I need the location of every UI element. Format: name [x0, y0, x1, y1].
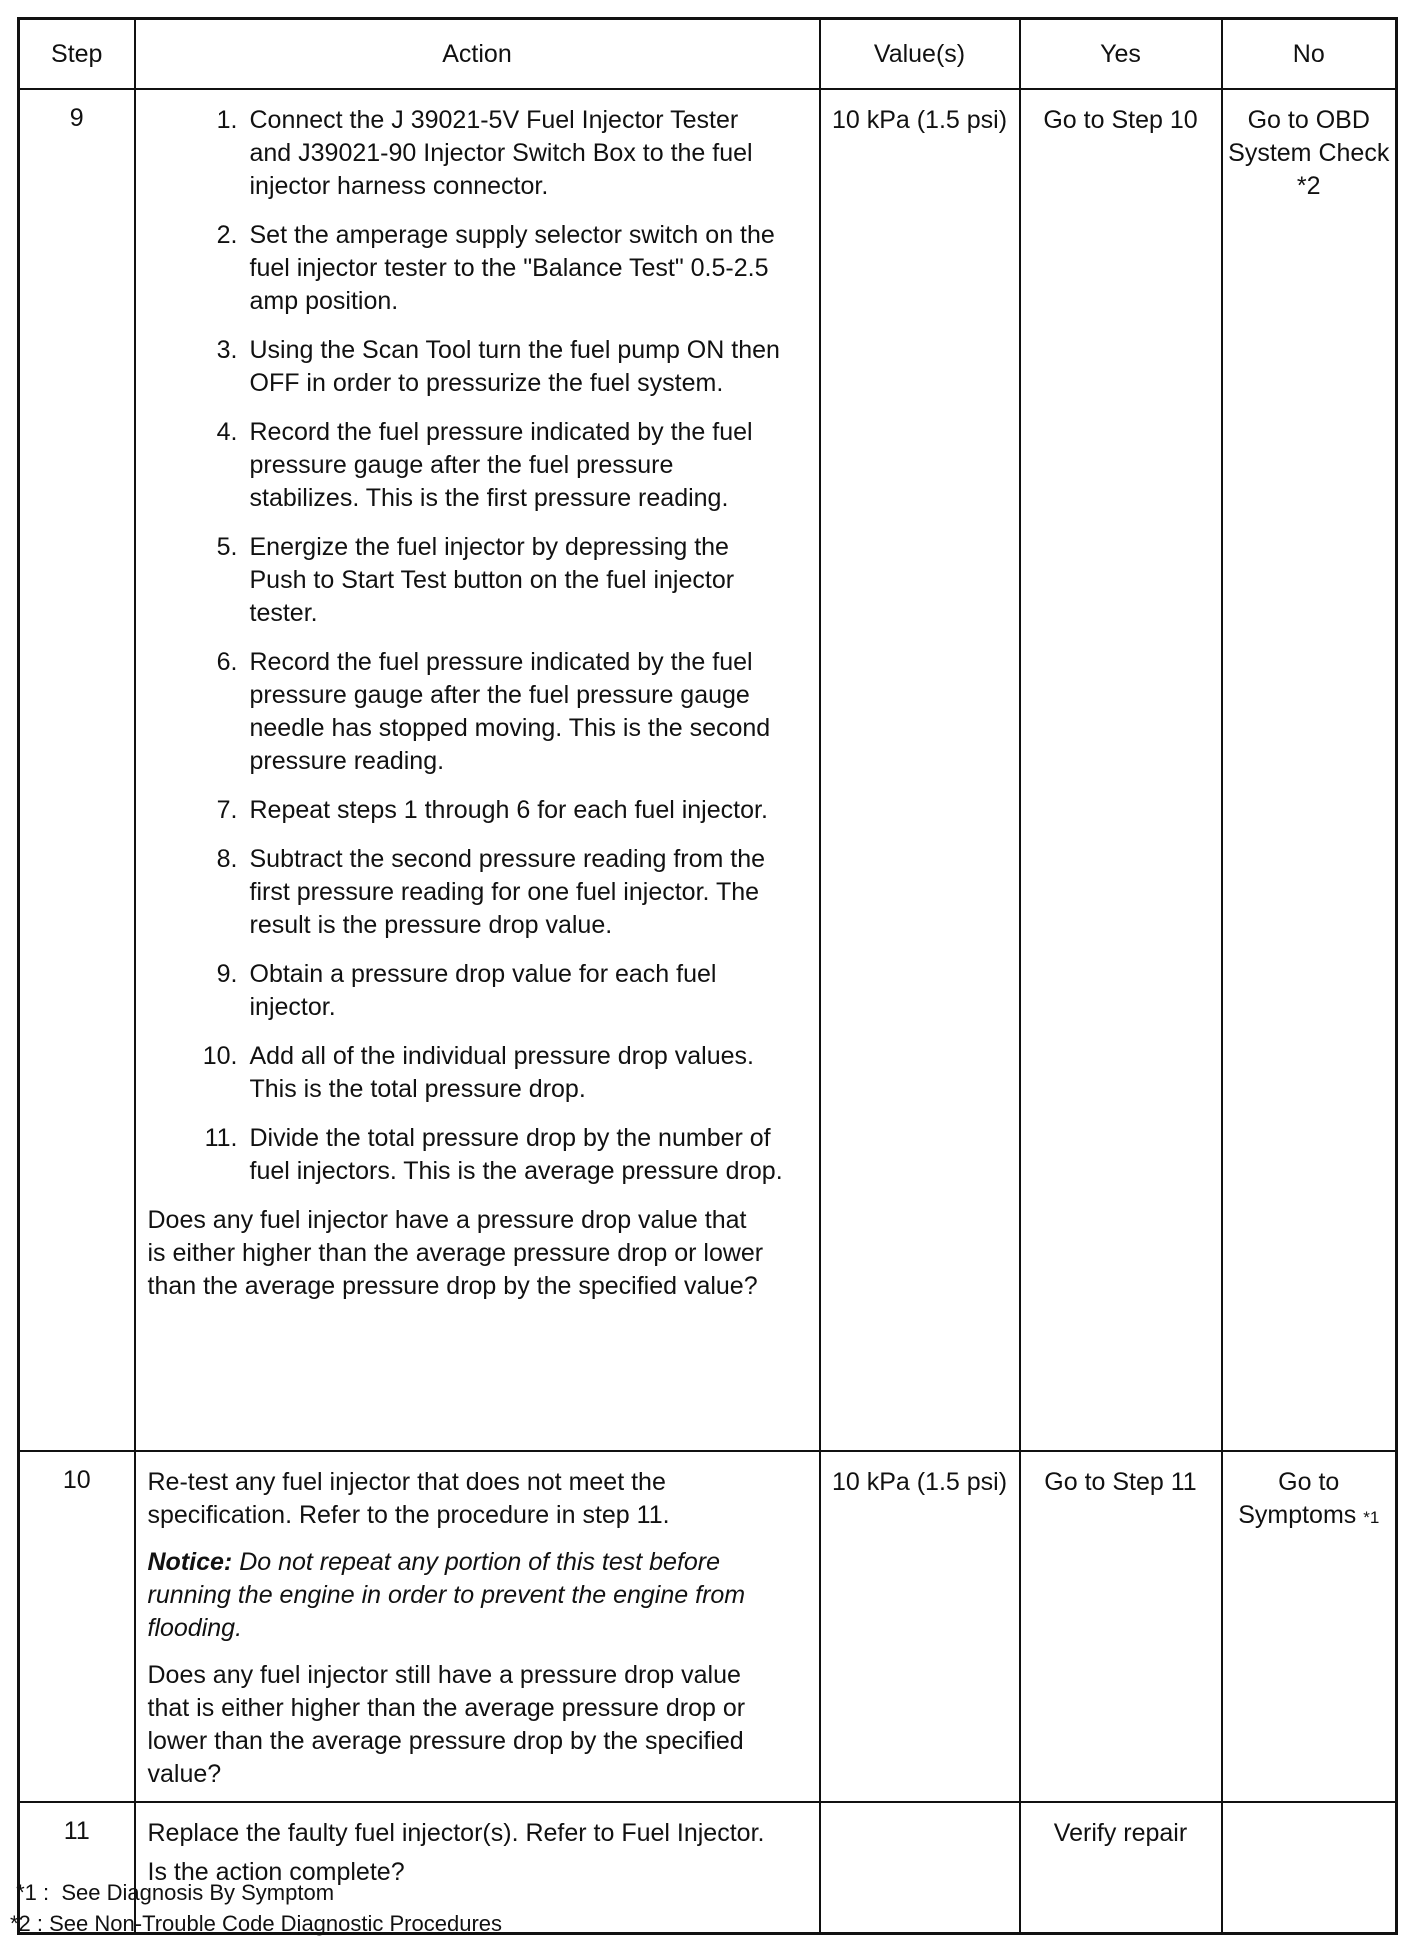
substep-item	[148, 1040, 807, 1106]
table-row-step-10	[19, 1451, 1397, 1802]
footnote-2: *2 : See Non-Trouble Code Diagnostic Procedures	[10, 1911, 503, 1936]
substep-number: 3.	[216, 336, 238, 364]
question: Does any fuel injector still have a pressure drop value that is either higher than the average pressure drop or lower than the average pressure drop by the specified value?	[147, 1661, 746, 1788]
no-cell	[1222, 1802, 1397, 1933]
substep-number: 6.	[216, 648, 238, 676]
substep-text: Subtract the second pressure reading from the first pressure reading for one fuel injector. The result is the pressure drop value.	[249, 845, 766, 939]
substep-number: 1.	[216, 106, 238, 134]
substep-item	[148, 104, 807, 203]
substep-list	[148, 104, 807, 1188]
value-cell: 10 kPa (1.5 psi)	[820, 1451, 1020, 1802]
substep-text: Obtain a pressure drop value for each fuel injector.	[249, 960, 717, 1021]
header-step: Step	[19, 19, 135, 90]
substep-number: 10.	[202, 1042, 238, 1070]
substep-text: Energize the fuel injector by depressing the Push to Start Test button on the fuel injector tester.	[249, 533, 735, 627]
step-number: 9	[19, 89, 135, 1451]
yes-cell: Go to Step 10	[1020, 89, 1222, 1451]
no-text: Go to Symptoms	[1238, 1468, 1357, 1529]
substep-text: Using the Scan Tool turn the fuel pump ON then OFF in order to pressurize the fuel system.	[249, 336, 780, 397]
substep-text: Divide the total pressure drop by the number of fuel injectors. This is the average pressure drop.	[249, 1124, 783, 1185]
header-action: Action	[135, 19, 820, 90]
substep-item	[148, 646, 807, 778]
substep-text: Repeat steps 1 through 6 for each fuel injector.	[249, 796, 768, 824]
notice-label: Notice:	[147, 1548, 233, 1576]
action-cell	[135, 1451, 820, 1802]
footnotes	[10, 1877, 502, 1939]
substep-text: Set the amperage supply selector switch on the fuel injector tester to the "Balance Test" 0.5-2.5 amp position.	[249, 221, 775, 315]
notice	[148, 1546, 807, 1645]
substep-text: Connect the J 39021-5V Fuel Injector Tester and J39021-90 Injector Switch Box to the fuel injector harness connector.	[249, 106, 753, 200]
question: Does any fuel injector have a pressure drop value that is either higher than the average pressure drop or lower than the average pressure drop by the specified value?	[147, 1206, 764, 1300]
table-row-step-9	[19, 89, 1397, 1451]
substep-number: 11.	[204, 1124, 238, 1152]
substep-item	[148, 958, 807, 1024]
substep-number: 7.	[216, 796, 238, 824]
substep-text: Add all of the individual pressure drop values. This is the total pressure drop.	[249, 1042, 754, 1103]
substep-number: 8.	[216, 845, 238, 873]
question: Is the action complete?	[147, 1858, 405, 1886]
step-number: 10	[19, 1451, 135, 1802]
substep-item	[148, 531, 807, 630]
value-cell	[820, 1802, 1020, 1933]
substep-item	[148, 416, 807, 515]
step-number: 11	[19, 1802, 135, 1933]
no-cell: Go to OBD System Check *2	[1222, 89, 1397, 1451]
header-yes: Yes	[1020, 19, 1222, 90]
substep-text: Record the fuel pressure indicated by the fuel pressure gauge after the fuel pressure stabilizes. This is the first pressure reading.	[249, 418, 753, 512]
substep-item	[148, 219, 807, 318]
substep-item	[148, 843, 807, 942]
substep-number: 4.	[216, 418, 238, 446]
substep-number: 5.	[216, 533, 238, 561]
substep-number: 2.	[216, 221, 238, 249]
footnote-1: *1 : See Diagnosis By Symptom	[10, 1880, 335, 1905]
no-cell	[1222, 1451, 1397, 1802]
yes-cell: Verify repair	[1020, 1802, 1222, 1933]
substep-item	[148, 334, 807, 400]
diagnostic-table	[17, 17, 1398, 1935]
header-no: No	[1222, 19, 1397, 90]
substep-item	[148, 1122, 807, 1188]
value-cell: 10 kPa (1.5 psi)	[820, 89, 1020, 1451]
action-cell	[135, 89, 820, 1451]
action-text: Re-test any fuel injector that does not meet the specification. Refer to the procedure in step 11.	[147, 1468, 670, 1529]
action-text: Replace the faulty fuel injector(s). Refer to Fuel Injector.	[147, 1819, 765, 1847]
yes-cell: Go to Step 11	[1020, 1451, 1222, 1802]
notice-text: Do not repeat any portion of this test before running the engine in order to prevent the engine from flooding.	[147, 1548, 746, 1642]
substep-text: Record the fuel pressure indicated by the fuel pressure gauge after the fuel pressure gauge needle has stopped moving. This is the second pressure reading.	[249, 648, 771, 775]
footnote-ref: *1	[1363, 1508, 1380, 1527]
substep-item	[148, 794, 807, 827]
substep-number: 9.	[216, 960, 238, 988]
header-values: Value(s)	[820, 19, 1020, 90]
header-row	[19, 19, 1397, 90]
